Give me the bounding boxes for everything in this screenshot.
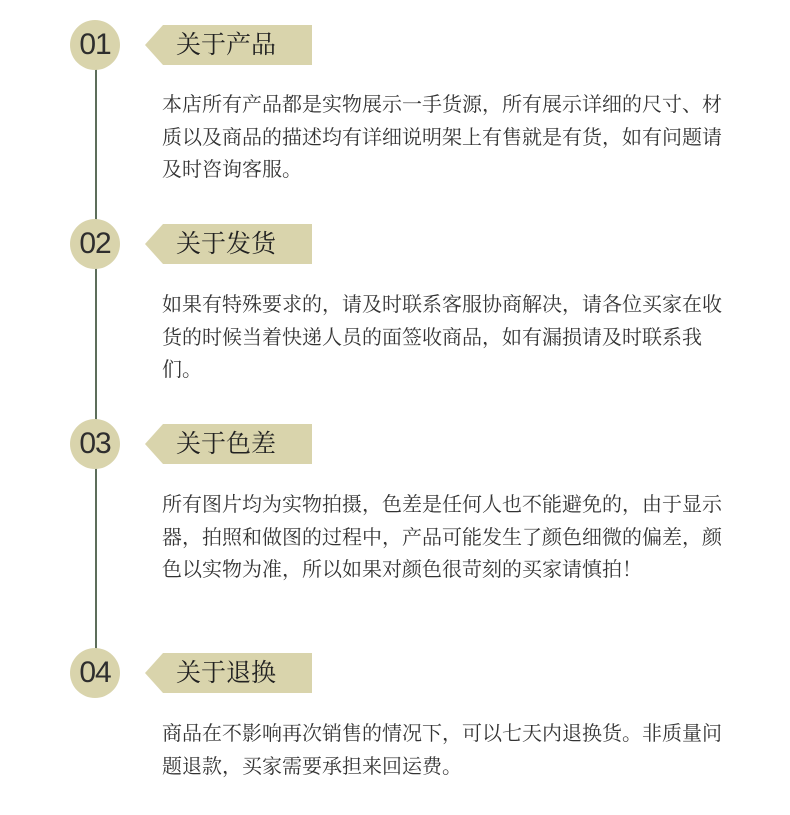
title-tag-arrow [145,224,163,264]
section-number-badge: 02 [70,219,120,269]
title-tag-arrow [145,424,163,464]
section-title: 关于发货 [163,224,312,264]
section-body: 商品在不影响再次销售的情况下，可以七天内退换货。非质量问题退款，买家需要承担来回运费。 [162,721,722,778]
title-tag-arrow [145,653,163,693]
section-body: 本店所有产品都是实物展示一手货源，所有展示详细的尺寸、材质以及商品的描述均有详细说明架上有售就是有货，如有问题请及时咨询客服。 [162,92,722,181]
section-title: 关于产品 [163,25,312,65]
timeline-line [95,40,97,680]
section-number-badge: 01 [70,20,120,70]
section-body: 所有图片均为实物拍摄，色差是任何人也不能避免的，由于显示器，拍照和做图的过程中，产品可能发生了颜色细微的偏差，颜色以实物为准，所以如果对颜色很苛刻的买家请慎拍！ [162,492,722,581]
section-title: 关于退换 [163,653,312,693]
section-title: 关于色差 [163,424,312,464]
section-number-badge: 03 [70,419,120,469]
section-number-badge: 04 [70,648,120,698]
title-tag-arrow [145,25,163,65]
section-body: 如果有特殊要求的，请及时联系客服协商解决，请各位买家在收货的时候当着快递人员的面签收商品，如有漏损请及时联系我们。 [162,292,722,381]
